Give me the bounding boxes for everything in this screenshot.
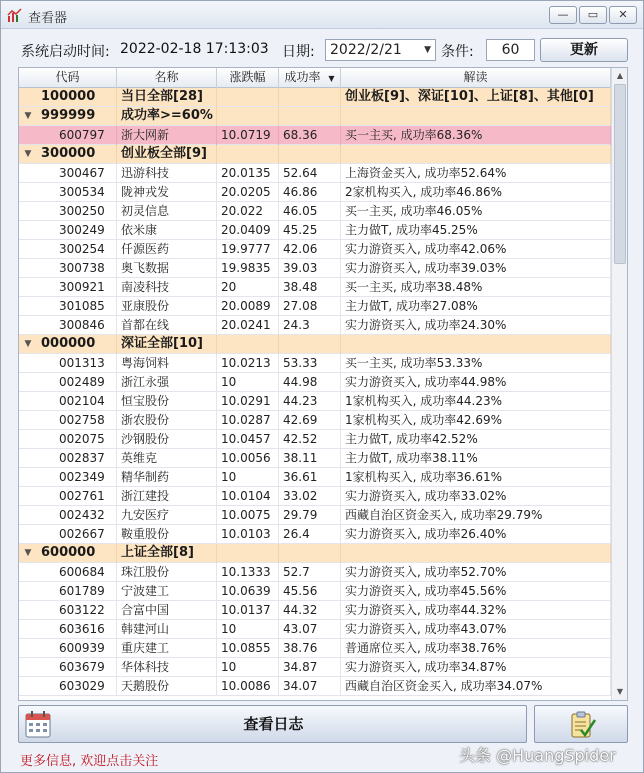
cell-change: 10.0104: [217, 487, 279, 506]
cell-name: 天鹅股份: [117, 677, 217, 696]
table-row[interactable]: [19, 525, 611, 544]
cell-change: 10.0056: [217, 449, 279, 468]
cell-rate: 68.36: [279, 126, 341, 145]
cell-code: 300254: [19, 240, 117, 259]
cell-note: 实力游资买入, 成功率52.70%: [341, 563, 611, 582]
cell-code: 002432: [19, 506, 117, 525]
cell-note: 1家机构买入, 成功率44.23%: [341, 392, 611, 411]
cell-name: 浙大网新: [117, 126, 217, 145]
cell-rate: 38.11: [279, 449, 341, 468]
cell-change: 10.0213: [217, 354, 279, 373]
cell-rate: 42.52: [279, 430, 341, 449]
cell-change: 20.0409: [217, 221, 279, 240]
watermark-text: 头条 @HuangSpider: [459, 746, 616, 765]
cell-note: 实力游资买入, 成功率42.06%: [341, 240, 611, 259]
date-label: 日期:: [282, 44, 315, 60]
cell-name: 浙江永强: [117, 373, 217, 392]
cell-note: 实力游资买入, 成功率33.02%: [341, 487, 611, 506]
scroll-thumb[interactable]: [614, 84, 626, 264]
group-row[interactable]: [19, 145, 611, 164]
collapse-toggle-icon[interactable]: ▼: [24, 339, 32, 349]
cell-change: 10: [217, 658, 279, 677]
cell-code: 002667: [19, 525, 117, 544]
maximize-button[interactable]: [579, 6, 607, 24]
cell-change: 10.0287: [217, 411, 279, 430]
cell-code: 000000: [19, 335, 117, 354]
cell-rate: 24.3: [279, 316, 341, 335]
table-row[interactable]: [19, 126, 611, 145]
cell-change: 20.0089: [217, 297, 279, 316]
cell-note: 2家机构买入, 成功率46.86%: [341, 183, 611, 202]
table-row[interactable]: [19, 240, 611, 259]
cell-note: 主力做T, 成功率27.08%: [341, 297, 611, 316]
cell-note: 西藏自治区资金买入, 成功率34.07%: [341, 677, 611, 696]
cell-rate: 53.33: [279, 354, 341, 373]
cell-code: 300000: [19, 145, 117, 164]
cell-rate: 52.7: [279, 563, 341, 582]
cell-name: 重庆建工: [117, 639, 217, 658]
sort-desc-icon: ▼: [328, 74, 335, 83]
cell-change: 20: [217, 278, 279, 297]
minimize-button[interactable]: [549, 6, 577, 24]
cell-note: 创业板[9]、深证[10]、上证[8]、其他[0]: [341, 88, 611, 107]
cell-code: 603679: [19, 658, 117, 677]
cell-change: 10.0457: [217, 430, 279, 449]
cell-code: 301085: [19, 297, 117, 316]
date-value: 2022/2/21: [330, 42, 402, 58]
cell-note: 买一主买, 成功率46.05%: [341, 202, 611, 221]
table-row[interactable]: [19, 373, 611, 392]
cell-note: 买一主买, 成功率68.36%: [341, 126, 611, 145]
table-row[interactable]: [19, 392, 611, 411]
table-row[interactable]: [19, 563, 611, 582]
column-header-rate-label: 成功率: [284, 70, 321, 84]
column-header-name[interactable]: 名称: [117, 68, 217, 88]
cell-change: 10: [217, 373, 279, 392]
table-row[interactable]: [19, 202, 611, 221]
cell-change: [217, 88, 279, 107]
group-row[interactable]: [19, 544, 611, 563]
cell-change: 10.1333: [217, 563, 279, 582]
cell-code: 002761: [19, 487, 117, 506]
condition-label: 条件:: [441, 44, 474, 60]
cell-name: 精华制药: [117, 468, 217, 487]
cell-code: 002075: [19, 430, 117, 449]
table-row[interactable]: [19, 297, 611, 316]
cell-note: 上海资金买入, 成功率52.64%: [341, 164, 611, 183]
cell-note: 主力做T, 成功率42.52%: [341, 430, 611, 449]
table-row[interactable]: [19, 639, 611, 658]
minimize-icon: —: [557, 8, 569, 21]
cell-rate: 44.23: [279, 392, 341, 411]
cell-note: 实力游资买入, 成功率44.32%: [341, 601, 611, 620]
cell-code: 100000: [19, 88, 117, 107]
collapse-toggle-icon[interactable]: ▼: [24, 111, 32, 121]
cell-change: [217, 107, 279, 126]
cell-rate: [279, 145, 341, 164]
cell-rate: 36.61: [279, 468, 341, 487]
cell-rate: 52.64: [279, 164, 341, 183]
cell-note: 1家机构买入, 成功率42.69%: [341, 411, 611, 430]
column-header-change[interactable]: 涨跌幅: [217, 68, 279, 88]
cell-change: 20.0205: [217, 183, 279, 202]
table-row[interactable]: [19, 601, 611, 620]
window-title: 查看器: [28, 11, 68, 26]
cell-code: 001313: [19, 354, 117, 373]
cell-name: 合富中国: [117, 601, 217, 620]
cell-note: [341, 145, 611, 164]
cell-name: 成功率>=60%: [117, 107, 217, 126]
cell-note: 西藏自治区资金买入, 成功率29.79%: [341, 506, 611, 525]
cell-name: 依米康: [117, 221, 217, 240]
cell-change: 10.0086: [217, 677, 279, 696]
cell-name: 创业板全部[9]: [117, 145, 217, 164]
cell-code: 002104: [19, 392, 117, 411]
cell-rate: 27.08: [279, 297, 341, 316]
table-row[interactable]: [19, 411, 611, 430]
view-log-label: 查看日志: [243, 715, 304, 733]
cell-change: 20.0241: [217, 316, 279, 335]
cell-name: 粤海饲料: [117, 354, 217, 373]
cell-note: 买一主买, 成功率53.33%: [341, 354, 611, 373]
cell-code: 600000: [19, 544, 117, 563]
table-row[interactable]: [19, 582, 611, 601]
cell-name: 宁波建工: [117, 582, 217, 601]
cell-name: 当日全部[28]: [117, 88, 217, 107]
cell-code: 300846: [19, 316, 117, 335]
cell-rate: 33.02: [279, 487, 341, 506]
table-row[interactable]: [19, 658, 611, 677]
more-info-link[interactable]: 更多信息, 欢迎点击关注: [20, 754, 159, 769]
cell-change: 20.022: [217, 202, 279, 221]
cell-rate: 43.07: [279, 620, 341, 639]
cell-name: 初灵信息: [117, 202, 217, 221]
cell-code: 603616: [19, 620, 117, 639]
cell-note: 实力游资买入, 成功率26.40%: [341, 525, 611, 544]
cell-code: 600939: [19, 639, 117, 658]
cell-change: 10.0719: [217, 126, 279, 145]
table-row[interactable]: [19, 620, 611, 639]
cell-rate: 45.56: [279, 582, 341, 601]
cell-code: 300250: [19, 202, 117, 221]
cell-code: 002837: [19, 449, 117, 468]
cell-name: 英维克: [117, 449, 217, 468]
cell-change: 10: [217, 620, 279, 639]
cell-rate: 42.06: [279, 240, 341, 259]
table-row[interactable]: [19, 449, 611, 468]
scroll-down-icon[interactable]: ▼: [616, 687, 624, 696]
stock-grid: [18, 67, 628, 701]
cell-code: 300534: [19, 183, 117, 202]
cell-rate: 44.32: [279, 601, 341, 620]
table-row[interactable]: [19, 221, 611, 240]
update-button[interactable]: 更新: [540, 38, 628, 62]
cell-name: 九安医疗: [117, 506, 217, 525]
cell-rate: [279, 107, 341, 126]
clipboard-check-icon: [567, 710, 597, 740]
cell-name: 上证全部[8]: [117, 544, 217, 563]
cell-code: 300921: [19, 278, 117, 297]
cell-note: 1家机构买入, 成功率36.61%: [341, 468, 611, 487]
chart-app-icon: [7, 7, 23, 23]
cell-rate: [279, 544, 341, 563]
cell-code: 601789: [19, 582, 117, 601]
group-row[interactable]: [19, 88, 611, 107]
cell-rate: 34.87: [279, 658, 341, 677]
view-log-button[interactable]: [18, 705, 527, 743]
cell-rate: [279, 88, 341, 107]
cell-rate: 38.48: [279, 278, 341, 297]
chevron-down-icon: ▼: [424, 45, 431, 55]
vertical-scrollbar[interactable]: [611, 68, 627, 700]
collapse-toggle-icon[interactable]: ▼: [24, 548, 32, 558]
cell-rate: 45.25: [279, 221, 341, 240]
date-picker[interactable]: [325, 39, 436, 61]
cell-change: 10.0855: [217, 639, 279, 658]
cell-code: 603122: [19, 601, 117, 620]
cell-rate: 44.98: [279, 373, 341, 392]
cell-name: 南凌科技: [117, 278, 217, 297]
table-row[interactable]: [19, 316, 611, 335]
cell-note: [341, 335, 611, 354]
cell-name: 浙江建投: [117, 487, 217, 506]
table-row[interactable]: [19, 487, 611, 506]
cell-rate: 46.05: [279, 202, 341, 221]
cell-rate: 26.4: [279, 525, 341, 544]
grid-rows: [19, 88, 611, 696]
cell-note: 实力游资买入, 成功率45.56%: [341, 582, 611, 601]
cell-code: 002489: [19, 373, 117, 392]
table-row[interactable]: [19, 183, 611, 202]
cell-code: 002758: [19, 411, 117, 430]
cell-note: 实力游资买入, 成功率43.07%: [341, 620, 611, 639]
close-button[interactable]: [609, 6, 637, 24]
cell-note: 实力游资买入, 成功率34.87%: [341, 658, 611, 677]
table-row[interactable]: [19, 259, 611, 278]
cell-change: 20.0135: [217, 164, 279, 183]
cell-rate: 39.03: [279, 259, 341, 278]
table-row[interactable]: [19, 164, 611, 183]
cell-code: 603029: [19, 677, 117, 696]
column-header-rate[interactable]: [279, 68, 341, 88]
table-row[interactable]: [19, 354, 611, 373]
cell-change: [217, 145, 279, 164]
cell-name: 仟源医药: [117, 240, 217, 259]
group-row[interactable]: [19, 335, 611, 354]
cell-name: 韩建河山: [117, 620, 217, 639]
cell-rate: 34.07: [279, 677, 341, 696]
close-icon: ✕: [618, 8, 628, 21]
cell-note: 主力做T, 成功率38.11%: [341, 449, 611, 468]
cell-note: 实力游资买入, 成功率44.98%: [341, 373, 611, 392]
cell-code: 999999: [19, 107, 117, 126]
start-time-label: 系统启动时间:: [21, 44, 110, 60]
cell-name: 恒宝股份: [117, 392, 217, 411]
title-bar: [1, 1, 643, 29]
cell-change: 10.0103: [217, 525, 279, 544]
cell-note: 普通席位买入, 成功率38.76%: [341, 639, 611, 658]
cell-name: 鞍重股份: [117, 525, 217, 544]
column-header-note[interactable]: 解读: [341, 68, 611, 88]
cell-note: 主力做T, 成功率45.25%: [341, 221, 611, 240]
cell-name: 亚康股份: [117, 297, 217, 316]
cell-name: 深证全部[10]: [117, 335, 217, 354]
condition-input[interactable]: 60: [486, 39, 535, 61]
cell-name: 浙农股份: [117, 411, 217, 430]
cell-note: 实力游资买入, 成功率39.03%: [341, 259, 611, 278]
scroll-up-icon[interactable]: ▲: [616, 71, 624, 80]
cell-change: 19.9835: [217, 259, 279, 278]
start-time-value: 2022-02-18 17:13:03: [120, 41, 269, 57]
cell-note: [341, 544, 611, 563]
cell-name: 珠江股份: [117, 563, 217, 582]
cell-name: 沙钢股份: [117, 430, 217, 449]
cell-note: [341, 107, 611, 126]
cell-code: 300467: [19, 164, 117, 183]
cell-name: 奥飞数据: [117, 259, 217, 278]
table-row[interactable]: [19, 468, 611, 487]
cell-change: 19.9777: [217, 240, 279, 259]
checklist-button[interactable]: [534, 705, 628, 743]
collapse-toggle-icon[interactable]: ▼: [24, 149, 32, 159]
cell-change: [217, 335, 279, 354]
grid-header: [19, 68, 611, 88]
cell-change: [217, 544, 279, 563]
column-header-code[interactable]: 代码: [19, 68, 117, 88]
cell-code: 002349: [19, 468, 117, 487]
cell-rate: [279, 335, 341, 354]
cell-code: 300249: [19, 221, 117, 240]
table-row[interactable]: [19, 677, 611, 696]
cell-code: 300738: [19, 259, 117, 278]
cell-rate: 29.79: [279, 506, 341, 525]
table-row[interactable]: [19, 506, 611, 525]
cell-rate: 42.69: [279, 411, 341, 430]
cell-change: 10.0291: [217, 392, 279, 411]
cell-change: 10.0137: [217, 601, 279, 620]
cell-rate: 46.86: [279, 183, 341, 202]
cell-rate: 38.76: [279, 639, 341, 658]
table-row[interactable]: [19, 278, 611, 297]
cell-code: 600797: [19, 126, 117, 145]
cell-name: 华体科技: [117, 658, 217, 677]
cell-change: 10.0075: [217, 506, 279, 525]
cell-name: 陇神戎发: [117, 183, 217, 202]
cell-name: 首都在线: [117, 316, 217, 335]
maximize-icon: ▭: [587, 8, 599, 21]
cell-change: 10: [217, 468, 279, 487]
cell-name: 迅游科技: [117, 164, 217, 183]
cell-change: 10.0639: [217, 582, 279, 601]
cell-code: 600684: [19, 563, 117, 582]
cell-note: 买一主买, 成功率38.48%: [341, 278, 611, 297]
group-row[interactable]: [19, 107, 611, 126]
table-row[interactable]: [19, 430, 611, 449]
cell-note: 实力游资买入, 成功率24.30%: [341, 316, 611, 335]
